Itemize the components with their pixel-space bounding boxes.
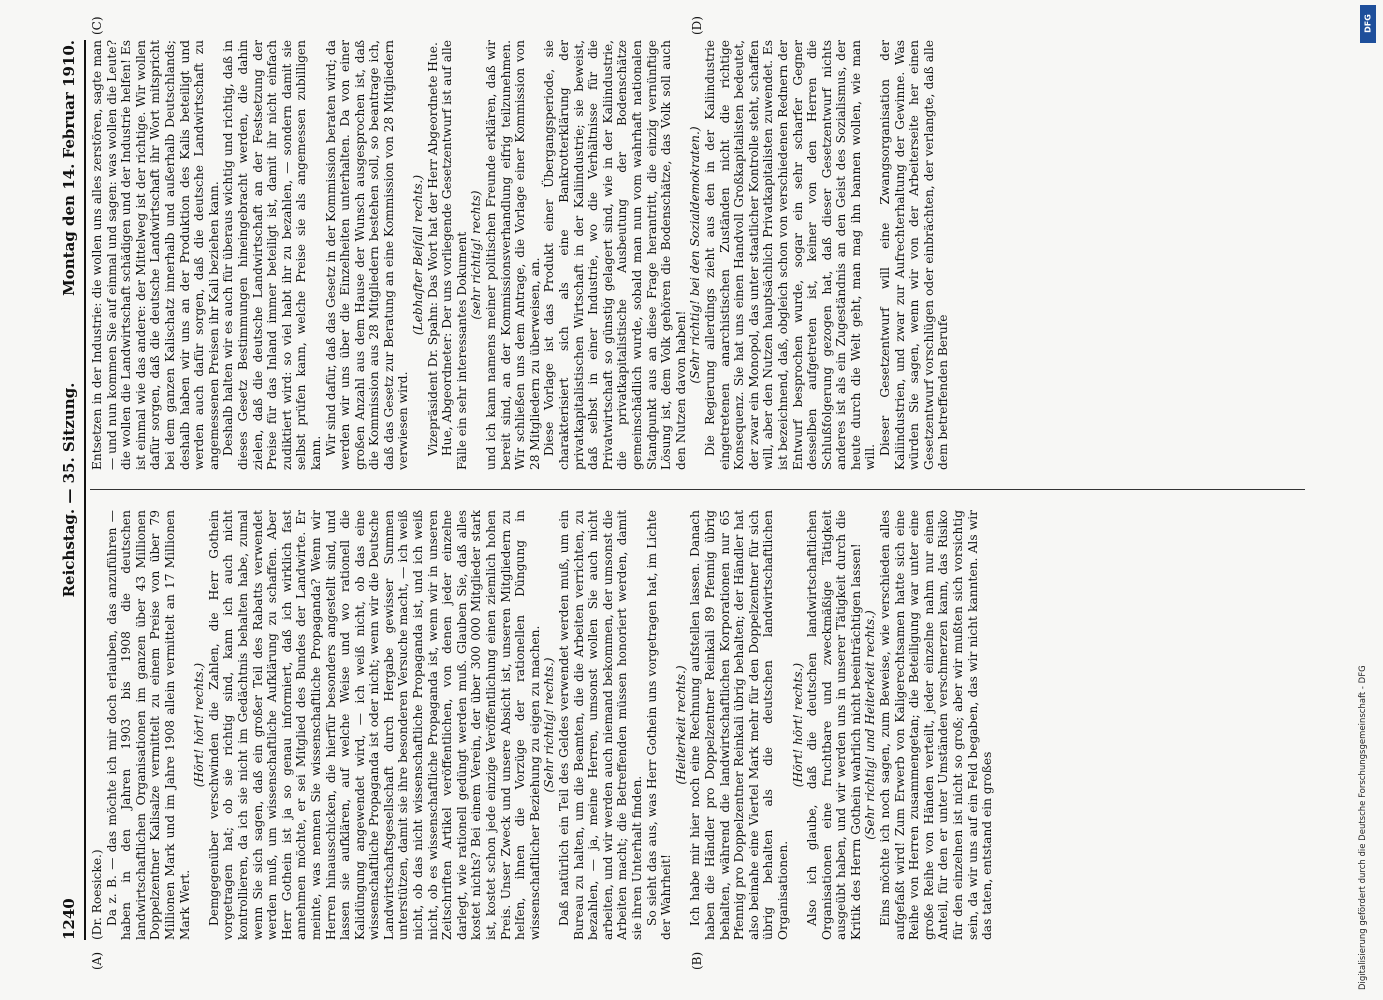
paragraph: Eins möchte ich noch sagen, zum Beweise, wie verschieden alles aufgefaßt wird! Zum Erwerb von Kaligerechtsamen hatte sich eine Reihe von Herren zusammengetan; die Beteiligung war unter eine große Reihe von Händen verteilt, jeder einzelne nahm nur einen Anteil, für den er unter Umständen verschmerzen kann, das Risiko für den einzelnen ist nicht so groß; aber wir mußten sich vorsichtig sein, da wir uns auf ein Feld begaben, das wir nicht kannten. Als wir das taten, entstand ein großes [878, 510, 995, 940]
interjection: (Hört! hört! rechts.) [192, 662, 207, 788]
speaker-label: (Dr. Roesicke.) [90, 849, 104, 940]
paragraph: Entsetzen in der Industrie: die wollen uns alles zerstören, sagte man — und nun kommen Sie auf einmal und sagen: was wollen die Leute? die wollen die Landwirtschaft schädigen und der Industrie helfen! Es ist einmal wie das andere: der Mittelweg ist der richtige. Wir wollen dafür sorgen, daß die deutsche Landwirtschaft ihr Wort mitspricht bei dem ganzen Kalischatz innerhalb und außerhalb Deutschlands; deshalb haben wir uns an der Produktion des Kalis beteiligt und werden auch dafür sorgen, daß die deutsche Landwirtschaft zu angemessenen Preisen ihr Kali beziehen kann. [90, 40, 221, 470]
paragraph: Ich habe mir hier noch eine Rechnung aufstellen lassen. Danach haben die Händler pro Doppelzentner Reinkali 89 Pfennig übrig behalten, während die landwirtschaftlichen Korporationen nur 65 Pfennig pro Doppelzentner Reinkali übrig behalten; der Händler hat also beinahe eine Viertel Mark mehr für den Doppelzentner für sich übrig behalten als die deutschen landwirtschaftlichen Organisationen. [688, 510, 790, 940]
paragraph: und ich kann namens meiner politischen Freunde erklären, daß wir bereit sind, an der Kommissionsverhandlung eifrig teilzunehmen. Wir schließen uns dem Antrage, die Vorlage einer Kommission von 28 Mitgliedern zu überweisen, an. [484, 40, 542, 470]
paragraph: Diese Vorlage ist das Produkt einer Übergangsperiode, sie charakterisiert sich als eine Bankrotterklärung der privatkapitalistischen Wirtschaft in der Kaliindustrie; sie beweist, daß selbst in einer Industrie, wo die Verhältnisse für die Privatwirtschaft so günstig gelagert sind, wie in der Kaliindustrie, die privatkapitalistische Ausbeutung der Bodenschätze gemeinschädlich wurde, sobald man nun vom wahrhaft nationalen Standpunkt aus an diese Frage herantritt, die einzig vernünftige Lösung ist, dem Volk gehören die Bodenschätze, das Volk soll auch den Nutzen davon haben! [542, 40, 688, 470]
session-date: Montag den 14. Februar 1910. [60, 40, 78, 296]
paragraph: So sieht das aus, was Herr Gothein uns vorgetragen hat, im Lichte der Wahrheit! [644, 510, 674, 940]
interjection: (Hört! hört! rechts.) [790, 662, 805, 788]
paragraph: Die Regierung allerdings zieht aus den in der Kaliindustrie eingetretenen anarchistischen Zuständen nicht die richtige Konsequenz. Sie hat uns einen Handvoll Großkapitalisten bedeutet, der zwar ein Monopol, das unter staatlicher Kontrolle steht, schaffen will, aber den Nutzen hauptsächlich Privatkapitalisten zuwendet. Es ist bezeichnend, daß, obgleich schon von verschiedenen Rednern der Entwurf besprochen wurde, sogar ein sehr scharfer Gegner desselben aufgetreten ist, keiner von den Herren die Schlußfolgerung gezogen hat, daß dieser Gesetzentwurf nichts anderes ist als ein Zugeständnis an den Geist des Sozialismus, der heute durch die Welt geht, man mag ihn bannen wollen, wie man will. [702, 40, 878, 470]
left-column [90, 510, 1305, 940]
column-divider [90, 489, 1305, 490]
digitization-credit: Digitalisierung gefördert durch die Deutsche Forschungsgemeinschaft - DFG [1358, 665, 1368, 990]
margin-marker-b: (B) [690, 951, 704, 970]
right-column [90, 40, 1305, 470]
margin-marker-a: (A) [90, 951, 104, 970]
dfg-logo: DFG [1360, 5, 1376, 43]
paragraph: Deshalb halten wir es auch für überaus wichtig und richtig, daß in dieses Gesetz Bestimmungen hineingebracht werden, die dahin zielen, daß die deutsche Landwirtschaft an der Festsetzung der Preise für das Inland immer beteiligt ist, damit ihr nicht einfach zudiktiert wird: so viel habt ihr zu bezahlen, — sondern damit sie selbst prüfen kann, welche Preise sie als angemessen zubilligen kann. [221, 40, 323, 470]
interjection: (Sehr richtig! rechts.) [542, 657, 557, 793]
paragraph: Vizepräsident Dr. Spahn: Das Wort hat der Herr Abgeordnete Hue. [425, 42, 440, 456]
paragraph: Daß natürlich ein Teil des Geldes verwendet werden muß, um ein Bureau zu halten, um die Beamten, die die Arbeiten verrichten, zu bezahlen, — ja, meine Herren, umsonst wollen Sie auch nicht arbeiten, und wir werden auch niemand bekommen, der umsonst die Arbeiten macht; die Betreffenden müssen honoriert werden, damit sie ihren Unterhalt finden. [557, 510, 644, 940]
interjection: (Sehr richtig! und Heiterkeit rechts.) [863, 610, 878, 840]
page-number: 1240 [60, 898, 78, 940]
paragraph: Also ich glaube, daß die deutschen landwirtschaftlichen Organisationen eine fruchtbare und zweckmäßige Tätigkeit ausgeübt haben, und wir werden uns in unserer Tätigkeit durch die Kritik des Herrn Gothein wahrlich nicht beeinträchtigen lassen! [805, 510, 863, 940]
paragraph: Da z. B. — das möchte ich mir doch erlauben, das anzuführen — haben in den Jahren 1903 bis 1908 die deutschen landwirtschaftlichen Organisationen im ganzen über 43 Millionen Doppelzentner Kalisalze vermittelt zu einem Preise von über 79 Millionen Mark und im Jahre 1908 allein vermittelt an 17 Millionen Mark Wert. [104, 510, 192, 940]
paragraph: Hue, Abgeordneter: Der uns vorliegende Gesetzentwurf ist auf alle Fälle ein sehr interessantes Dokument [440, 40, 469, 470]
interjection: (Sehr richtig! bei den Sozialdemokraten.) [688, 126, 703, 384]
paragraph: Dieser Gesetzentwurf will eine Zwangsorganisation der Kaliindustrien, und zwar zur Aufrechterhaltung der Gewinne. Was würden Sie sagen, wenn wir von der Arbeiterseite her einen Gesetzentwurf vorschlügen oder einbrächten, der verlangte, daß alle dem betreffenden Berufe [878, 40, 951, 470]
page-header [50, 40, 86, 940]
margin-marker-d: (D) [690, 16, 704, 35]
page [50, 16, 1310, 970]
interjection: (Lebhafter Beifall rechts.) [411, 174, 426, 336]
session-title: Reichstag. — 35. Sitzung. [60, 382, 78, 598]
interjection: (Heiterkeit rechts.) [673, 665, 688, 785]
interjection: (sehr richtig! rechts) [469, 190, 484, 320]
paragraph: Wir sind dafür, daß das Gesetz in der Kommission beraten wird; da werden wir uns über die Einzelheiten unterhalten. Da von einer großen Anzahl aus dem Hause der Wunsch ausgesprochen ist, daß die Kommission aus 28 Mitgliedern bestehen soll, so beantrage ich, daß das Gesetz zur Beratung an eine Kommission von 28 Mitgliedern verwiesen wird. [323, 40, 411, 470]
margin-marker-c: (C) [90, 16, 104, 35]
paragraph: Demgegenüber verschwinden die Zahlen, die Herr Gothein vorgetragen hat; ob sie richtig sind, kann ich auch nicht kontrollieren, da ich sie nicht im Gedächtnis behalten habe, zumal wenn Sie sich sagen, daß ein großer Teil des Rabatts verwendet werden muß, um wissenschaftliche Aufklärung zu schaffen. Aber Herr Gothein ist ja so genau informiert, daß ich wirklich fast annehmen möchte, er sei Mitglied des Bundes der Landwirte. Er meinte, was nennen Sie wissenschaftliche Propaganda? Wenn wir Herren hinausschicken, die hierfür besonders angestellt sind, und lassen sie aufklären, auf welche Weise und wo rationell die Kalidüngung angewendet wird, — ich weiß nicht, ob das eine wissenschaftliche Propaganda ist oder nicht; wenn wir die Deutsche Landwirtschaftsgesellschaft durch Hergabe gewisser Summen unterstützen, damit sie ihre besonderen Versuche macht, — ich weiß nicht, ob das nicht wissenschaftliche Propaganda ist, und ich weiß nicht, ob es wissenschaftliche Propaganda ist, wenn wir in unseren Zeitschriften Artikel veröffentlichen, von denen jeder einzelne darlegt, wie rationell gedüngt werden muß. Glauben Sie, daß alles kostet nichts? Bei einem Verein, der über 300 000 Mitglieder stark ist, kostet schon jede einzige Veröffentlichung einen ziemlich hohen Preis. Unser Zweck und unsere Absicht ist, unseren Mitgliedern zu helfen, ihnen die Vorzüge der rationellen Düngung in wissenschaftlicher Beziehung zu eigen zu machen. [206, 510, 542, 940]
